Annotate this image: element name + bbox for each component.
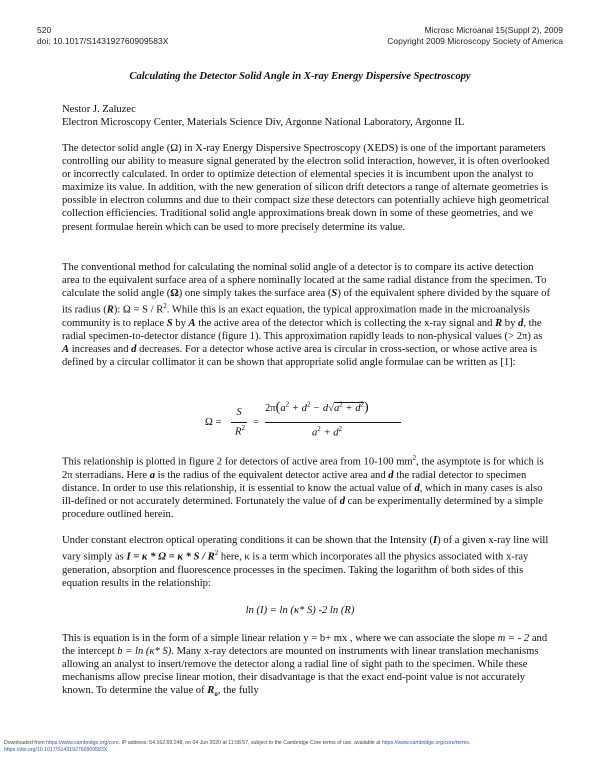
- paragraph-relationship: This relationship is plotted in figure 2 for detectors of active area from 10-100 $mm^2$, the asymptote is for which is 2π sterradians. Here a is the radius of the equivalent detector active area and d the radial detector to specimen distance. In order to use this relationship, it is essential to know the actual value of d, which in many cases is also ill-defined or not accurately determined. Fortunately the value of d can be experimentally determined by a simple procedure outlined herein.: [62, 454, 544, 520]
- paragraph-intensity: Under constant electron optical operating conditions it can be shown that the Intensity (I) of a given x-ray line will vary simply as $I = \kappa * \Omega = \kappa * S / R^2$ here, κ is a term which incorporates all the physics associated with x-ray generation, absorption and fluorescence processes in the specimen. Taking the logarithm of both sides of this equation results in the relationship:: [62, 535, 549, 589]
- journal-citation: Microsc Microanal 15(Suppl 2), 2009: [424, 25, 563, 35]
- cambridge-core-link[interactable]: https://www.cambridge.org/core: [46, 740, 119, 746]
- copyright: Copyright 2009 Microscopy Society of America: [387, 36, 563, 46]
- page-number: 520: [37, 25, 52, 35]
- solid-angle-equation: Ω = S $R^2$ = $2\pi(a^2 + d^2 - d√a^2 + d^2)$ $a^2 + d^2$: [205, 404, 405, 444]
- paper-title: Calculating the Detector Solid Angle in X-ray Energy Dispersive Spectroscopy: [129, 71, 471, 82]
- log-equation: ln (I) = ln (κ* S) -2 ln (R): [245, 605, 355, 616]
- download-footer: Downloaded from https://www.cambridge.org/core. IP address: 54.162.69.248, on 04 Jun 2020 at 11:08:57, subject to the Cambridge Core terms of use, available at https://www.cambridge.org/core/terms. https://doi.org/10.1017/S143192760909583X: [4, 740, 471, 753]
- paragraph-intro: The detector solid angle (Ω) in X-ray Energy Dispersive Spectroscopy (XEDS) is one of the important parameters controlling our ability to measure signal generated by the electron solid interaction, however, it is often overlooked or incorrectly calculated. In order to optimize detection of elemental species it is incumbent upon the analyst to maximize its value. In addition, with the new generation of silicon drift detectors a range of alternate geometries is possible in electron columns and due to their compact size these detectors can potentially achieve high geometrical collection efficiencies. Traditional solid angle approximations break down in some of these geometries, and we present formulae herein which can be used to more precisely determine its value.: [62, 143, 550, 233]
- affiliation: Electron Microscopy Center, Materials Science Div, Argonne National Laboratory, Argonne IL: [62, 117, 465, 128]
- doi-link[interactable]: https://doi.org/10.1017/S143192760909583X: [4, 747, 108, 753]
- paragraph-linear-relation: This is equation is in the form of a simple linear relation y = b+ mx , where we can associate the slope m = - 2 and the intercept b = ln (κ* S). Many x-ray detectors are mounted on instruments with linear translation mechanisms allowing an analyst to insert/remove the detector along a radial line of sight path to the specimen. While these mechanisms allow precise linear motion, their disadvantage is that the exact end-point value is not accurately known. To determine the value of $R_o$, the fully: [62, 633, 548, 699]
- doi: doi: 10.1017/S143192760909583X: [37, 36, 169, 46]
- author: Nestor J. Zaluzec: [62, 104, 136, 115]
- terms-link[interactable]: https://www.cambridge.org/core/terms: [381, 740, 469, 746]
- paragraph-conventional-method: The conventional method for calculating the nominal solid angle of a detector is to compare its active detection area to the equivalent surface area of a sphere nominally located at the same radial distance from the specimen. To calculate the solid angle (Ω) one simply takes the surface area (S) of the equivalent sphere divided by the square of its radius (R): $\Omega = S / R^2$. While this is an exact equation, the typical approximation made in the microanalysis community is to replace S by A the active area of the detector which is collecting the x-ray signal and R by d, the radial specimen-to-detector distance (figure 1). This approximation rapidly leads to non-physical values (> 2π) as A increases and d decreases. For a detector whose active area is circular in cross-section, or whose active area is defined by a circular collimator it can be shown that appropriate solid angle formulae can be written as [1]:: [62, 262, 550, 369]
